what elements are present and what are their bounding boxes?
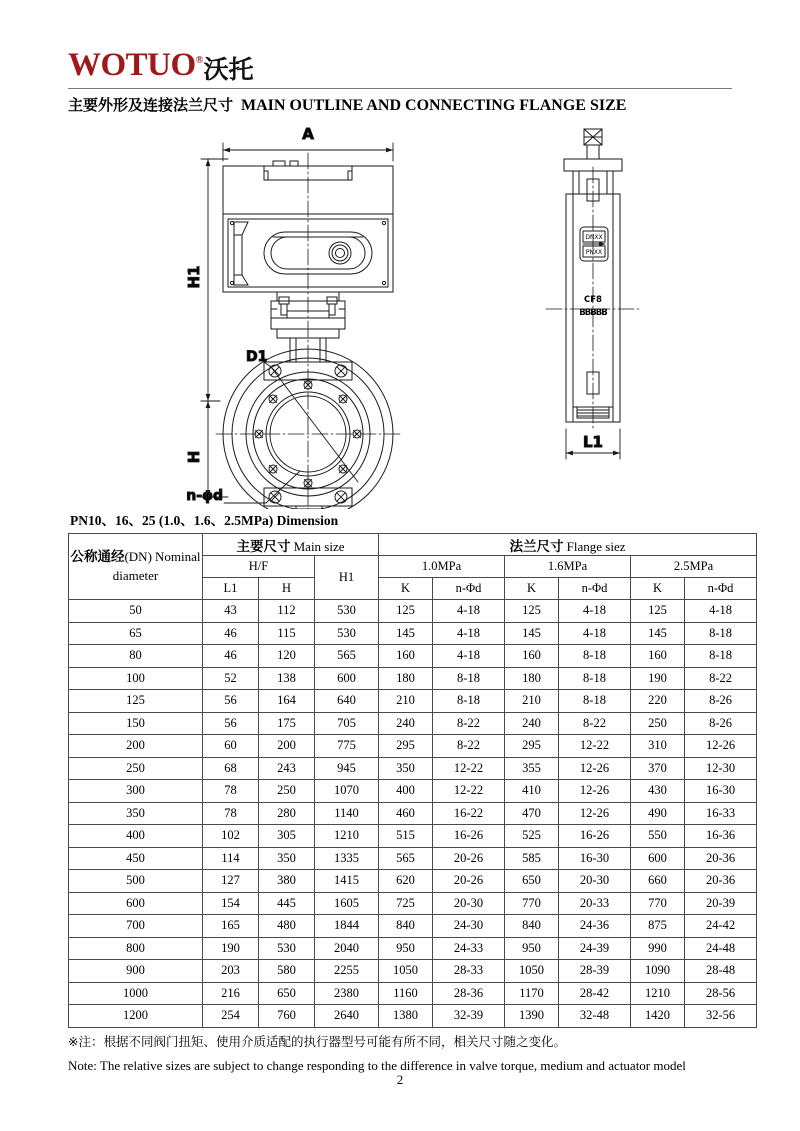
cell-h: 350 bbox=[259, 847, 315, 870]
label-h1: H1 bbox=[185, 265, 203, 289]
table-row bbox=[69, 600, 757, 623]
cell-n-d-1-0: 20-26 bbox=[433, 847, 505, 870]
header-pressure-1-6: 1.6MPa bbox=[505, 556, 631, 578]
cell-h: 120 bbox=[259, 645, 315, 668]
note-english: Note: The relative sizes are subject to change responding to the difference in valve torque, medium and actuator model bbox=[68, 1058, 686, 1074]
cell-n-d-2-5: 16-33 bbox=[685, 802, 757, 825]
cell-k-2-5: 190 bbox=[631, 667, 685, 690]
dn-label-paren: (DN) bbox=[124, 549, 152, 565]
cell-k-1-6: 145 bbox=[505, 622, 559, 645]
cell-h1: 1335 bbox=[315, 847, 379, 870]
cell-n-d-1-6: 20-30 bbox=[559, 870, 631, 893]
cell-k-2-5: 430 bbox=[631, 780, 685, 803]
valve-drawing-svg bbox=[68, 119, 732, 509]
cell-n-d-1-6: 16-30 bbox=[559, 847, 631, 870]
cell-n-d-1-0: 12-22 bbox=[433, 780, 505, 803]
cell-n-d-1-6: 20-33 bbox=[559, 892, 631, 915]
cell-k-2-5: 660 bbox=[631, 870, 685, 893]
cell-h: 760 bbox=[259, 1005, 315, 1028]
cell-k-2-5: 370 bbox=[631, 757, 685, 780]
cell-n-d-1-0: 8-18 bbox=[433, 667, 505, 690]
cell-dn: 300 bbox=[69, 780, 203, 803]
cell-n-d-2-5: 8-26 bbox=[685, 712, 757, 735]
cell-n-d-1-6: 8-18 bbox=[559, 667, 631, 690]
cell-h1: 640 bbox=[315, 690, 379, 713]
cell-n-d-1-6: 12-22 bbox=[559, 735, 631, 758]
cell-l1: 43 bbox=[203, 600, 259, 623]
cell-k-1-6: 950 bbox=[505, 937, 559, 960]
cell-n-d-1-6: 4-18 bbox=[559, 622, 631, 645]
cell-dn: 100 bbox=[69, 667, 203, 690]
cell-k-1-0: 1050 bbox=[379, 960, 433, 983]
cell-dn: 800 bbox=[69, 937, 203, 960]
label-d1: D1 bbox=[246, 349, 268, 365]
cell-n-d-2-5: 24-48 bbox=[685, 937, 757, 960]
cell-n-d-1-0: 20-30 bbox=[433, 892, 505, 915]
cell-dn: 65 bbox=[69, 622, 203, 645]
cell-k-1-0: 460 bbox=[379, 802, 433, 825]
cell-k-1-6: 770 bbox=[505, 892, 559, 915]
cell-dn: 450 bbox=[69, 847, 203, 870]
table-row bbox=[69, 915, 757, 938]
cell-h1: 1210 bbox=[315, 825, 379, 848]
header-main-size: 主要尺寸 Main size bbox=[203, 534, 379, 556]
table-row bbox=[69, 780, 757, 803]
cell-n-d-1-6: 12-26 bbox=[559, 802, 631, 825]
cell-h: 175 bbox=[259, 712, 315, 735]
cell-dn: 150 bbox=[69, 712, 203, 735]
cell-h1: 1140 bbox=[315, 802, 379, 825]
header-l1: L1 bbox=[203, 578, 259, 600]
cell-k-1-0: 565 bbox=[379, 847, 433, 870]
cell-n-d-2-5: 28-56 bbox=[685, 982, 757, 1005]
serial-mark-text: BBBBB bbox=[579, 308, 607, 318]
table-row bbox=[69, 1005, 757, 1028]
table-row bbox=[69, 847, 757, 870]
cell-n-d-2-5: 12-30 bbox=[685, 757, 757, 780]
dimension-table bbox=[68, 533, 757, 1028]
header-hf: H/F bbox=[203, 556, 315, 578]
cell-n-d-1-0: 32-39 bbox=[433, 1005, 505, 1028]
valve-technical-drawing bbox=[68, 119, 732, 509]
dn-label-en: Nominal diameter bbox=[112, 549, 201, 583]
cell-dn: 400 bbox=[69, 825, 203, 848]
cell-dn: 900 bbox=[69, 960, 203, 983]
cell-dn: 125 bbox=[69, 690, 203, 713]
cell-h1: 2640 bbox=[315, 1005, 379, 1028]
cell-n-d-1-6: 8-18 bbox=[559, 645, 631, 668]
cell-h: 650 bbox=[259, 982, 315, 1005]
cell-k-1-0: 950 bbox=[379, 937, 433, 960]
cell-l1: 203 bbox=[203, 960, 259, 983]
cell-h1: 945 bbox=[315, 757, 379, 780]
header-nominal-diameter bbox=[69, 534, 203, 600]
cell-k-2-5: 310 bbox=[631, 735, 685, 758]
cell-h: 243 bbox=[259, 757, 315, 780]
table-row bbox=[69, 937, 757, 960]
cell-k-2-5: 1210 bbox=[631, 982, 685, 1005]
cell-dn: 250 bbox=[69, 757, 203, 780]
cell-n-d-1-6: 24-39 bbox=[559, 937, 631, 960]
logo-chinese-name: 沃托 bbox=[203, 55, 254, 84]
cell-l1: 127 bbox=[203, 870, 259, 893]
cell-k-2-5: 990 bbox=[631, 937, 685, 960]
cell-k-1-0: 160 bbox=[379, 645, 433, 668]
cell-l1: 60 bbox=[203, 735, 259, 758]
table-row bbox=[69, 622, 757, 645]
cell-h: 305 bbox=[259, 825, 315, 848]
table-title: PN10、16、25 (1.0、1.6、2.5MPa) Dimension bbox=[70, 513, 339, 528]
cell-n-d-1-0: 4-18 bbox=[433, 645, 505, 668]
cell-k-1-6: 125 bbox=[505, 600, 559, 623]
cell-h1: 1415 bbox=[315, 870, 379, 893]
cell-k-1-0: 210 bbox=[379, 690, 433, 713]
cell-k-1-0: 125 bbox=[379, 600, 433, 623]
label-l1: L1 bbox=[583, 433, 603, 451]
cell-k-1-6: 210 bbox=[505, 690, 559, 713]
cell-l1: 78 bbox=[203, 802, 259, 825]
cell-k-1-6: 355 bbox=[505, 757, 559, 780]
page-title-english: MAIN OUTLINE AND CONNECTING FLANGE SIZE bbox=[241, 97, 627, 114]
cell-h1: 600 bbox=[315, 667, 379, 690]
cell-n-d-1-6: 24-36 bbox=[559, 915, 631, 938]
cell-k-1-0: 400 bbox=[379, 780, 433, 803]
cell-n-d-2-5: 8-22 bbox=[685, 667, 757, 690]
cell-k-2-5: 220 bbox=[631, 690, 685, 713]
cell-dn: 1200 bbox=[69, 1005, 203, 1028]
cell-k-1-0: 180 bbox=[379, 667, 433, 690]
cell-n-d-2-5: 8-18 bbox=[685, 645, 757, 668]
cell-h: 138 bbox=[259, 667, 315, 690]
cell-k-1-6: 1390 bbox=[505, 1005, 559, 1028]
cell-l1: 46 bbox=[203, 645, 259, 668]
cell-k-2-5: 125 bbox=[631, 600, 685, 623]
cell-h: 380 bbox=[259, 870, 315, 893]
cell-h1: 1070 bbox=[315, 780, 379, 803]
table-row bbox=[69, 645, 757, 668]
cell-n-d-1-6: 32-48 bbox=[559, 1005, 631, 1028]
cell-dn: 200 bbox=[69, 735, 203, 758]
cell-h: 164 bbox=[259, 690, 315, 713]
cell-k-1-6: 585 bbox=[505, 847, 559, 870]
cell-k-1-6: 1170 bbox=[505, 982, 559, 1005]
cell-l1: 46 bbox=[203, 622, 259, 645]
cell-n-d-1-0: 16-26 bbox=[433, 825, 505, 848]
cell-h: 112 bbox=[259, 600, 315, 623]
cell-k-1-6: 180 bbox=[505, 667, 559, 690]
table-row bbox=[69, 892, 757, 915]
centerline bbox=[216, 153, 403, 509]
cell-k-1-6: 410 bbox=[505, 780, 559, 803]
cell-l1: 114 bbox=[203, 847, 259, 870]
logo-wordmark: WOTUO® bbox=[68, 47, 203, 83]
cell-h: 200 bbox=[259, 735, 315, 758]
cell-n-d-1-0: 8-22 bbox=[433, 735, 505, 758]
cell-h1: 1605 bbox=[315, 892, 379, 915]
brand-header bbox=[68, 0, 732, 82]
registered-trademark-icon: ® bbox=[195, 55, 203, 66]
cell-k-1-6: 240 bbox=[505, 712, 559, 735]
label-a: A bbox=[302, 125, 314, 143]
cell-n-d-1-0: 4-18 bbox=[433, 600, 505, 623]
cell-l1: 52 bbox=[203, 667, 259, 690]
cell-k-2-5: 1420 bbox=[631, 1005, 685, 1028]
cell-l1: 165 bbox=[203, 915, 259, 938]
cell-l1: 216 bbox=[203, 982, 259, 1005]
cell-n-d-1-0: 24-30 bbox=[433, 915, 505, 938]
cell-h: 250 bbox=[259, 780, 315, 803]
page-title bbox=[68, 94, 732, 115]
cell-k-1-6: 470 bbox=[505, 802, 559, 825]
cell-n-d-2-5: 20-36 bbox=[685, 870, 757, 893]
table-row bbox=[69, 982, 757, 1005]
cell-n-d-1-6: 4-18 bbox=[559, 600, 631, 623]
table-row bbox=[69, 802, 757, 825]
cell-dn: 700 bbox=[69, 915, 203, 938]
cell-n-d-1-6: 12-26 bbox=[559, 780, 631, 803]
cell-n-d-1-6: 8-18 bbox=[559, 690, 631, 713]
cell-h1: 2255 bbox=[315, 960, 379, 983]
cell-n-d-1-6: 8-22 bbox=[559, 712, 631, 735]
header-divider bbox=[68, 88, 732, 89]
header-row-1 bbox=[69, 534, 757, 556]
cell-k-2-5: 145 bbox=[631, 622, 685, 645]
cell-n-d-1-0: 8-22 bbox=[433, 712, 505, 735]
cell-l1: 56 bbox=[203, 690, 259, 713]
header-h1: H1 bbox=[315, 556, 379, 600]
page-number: 2 bbox=[396, 1072, 404, 1087]
cell-n-d-2-5: 24-42 bbox=[685, 915, 757, 938]
header-nphid-1-0: n-Φd bbox=[433, 578, 505, 600]
cell-k-2-5: 490 bbox=[631, 802, 685, 825]
cell-k-1-0: 515 bbox=[379, 825, 433, 848]
cell-k-2-5: 875 bbox=[631, 915, 685, 938]
cell-k-1-6: 160 bbox=[505, 645, 559, 668]
cell-n-d-1-0: 12-22 bbox=[433, 757, 505, 780]
cell-n-d-1-6: 28-42 bbox=[559, 982, 631, 1005]
cell-n-d-1-6: 16-26 bbox=[559, 825, 631, 848]
table-row bbox=[69, 690, 757, 713]
cell-n-d-2-5: 8-18 bbox=[685, 622, 757, 645]
cell-h: 115 bbox=[259, 622, 315, 645]
cell-n-d-2-5: 20-36 bbox=[685, 847, 757, 870]
cell-k-2-5: 160 bbox=[631, 645, 685, 668]
cell-l1: 68 bbox=[203, 757, 259, 780]
header-k-1-0: K bbox=[379, 578, 433, 600]
cell-k-1-0: 240 bbox=[379, 712, 433, 735]
header-nphid-1-6: n-Φd bbox=[559, 578, 631, 600]
cell-n-d-2-5: 28-48 bbox=[685, 960, 757, 983]
cell-k-1-0: 725 bbox=[379, 892, 433, 915]
cell-k-1-6: 650 bbox=[505, 870, 559, 893]
cell-k-1-0: 620 bbox=[379, 870, 433, 893]
cell-h1: 775 bbox=[315, 735, 379, 758]
cell-dn: 80 bbox=[69, 645, 203, 668]
header-k-2-5: K bbox=[631, 578, 685, 600]
cell-n-d-1-0: 20-26 bbox=[433, 870, 505, 893]
cell-k-1-0: 350 bbox=[379, 757, 433, 780]
table-body bbox=[69, 600, 757, 1028]
cell-n-d-1-0: 28-33 bbox=[433, 960, 505, 983]
cell-n-d-1-0: 24-33 bbox=[433, 937, 505, 960]
cell-n-d-1-0: 4-18 bbox=[433, 622, 505, 645]
notes-block bbox=[68, 1033, 732, 1078]
table-head bbox=[69, 534, 757, 600]
cell-dn: 500 bbox=[69, 870, 203, 893]
cell-h: 480 bbox=[259, 915, 315, 938]
cell-n-d-1-6: 28-39 bbox=[559, 960, 631, 983]
cell-n-d-2-5: 8-26 bbox=[685, 690, 757, 713]
cell-dn: 1000 bbox=[69, 982, 203, 1005]
cell-h1: 565 bbox=[315, 645, 379, 668]
cell-dn: 50 bbox=[69, 600, 203, 623]
table-row bbox=[69, 825, 757, 848]
cell-k-2-5: 1090 bbox=[631, 960, 685, 983]
cell-k-1-6: 525 bbox=[505, 825, 559, 848]
cell-n-d-2-5: 16-36 bbox=[685, 825, 757, 848]
cell-n-d-2-5: 4-18 bbox=[685, 600, 757, 623]
cell-n-d-1-0: 28-36 bbox=[433, 982, 505, 1005]
cell-h1: 2380 bbox=[315, 982, 379, 1005]
cell-h1: 530 bbox=[315, 600, 379, 623]
cell-k-1-0: 840 bbox=[379, 915, 433, 938]
cell-k-2-5: 600 bbox=[631, 847, 685, 870]
header-flange-size: 法兰尺寸 Flange siez bbox=[379, 534, 757, 556]
cell-h1: 1844 bbox=[315, 915, 379, 938]
cell-n-d-2-5: 20-39 bbox=[685, 892, 757, 915]
table-row bbox=[69, 870, 757, 893]
cell-l1: 78 bbox=[203, 780, 259, 803]
table-row bbox=[69, 667, 757, 690]
table-row bbox=[69, 757, 757, 780]
cell-k-1-6: 1050 bbox=[505, 960, 559, 983]
cell-n-d-1-0: 8-18 bbox=[433, 690, 505, 713]
header-h: H bbox=[259, 578, 315, 600]
cell-k-1-0: 1160 bbox=[379, 982, 433, 1005]
cell-n-d-2-5: 16-30 bbox=[685, 780, 757, 803]
page-title-chinese: 主要外形及连接法兰尺寸 bbox=[68, 96, 234, 114]
dn-label-cn: 公称通经 bbox=[70, 549, 125, 566]
dimension-h1 bbox=[201, 159, 228, 401]
nameplate-pn-text: PNXX bbox=[585, 249, 603, 256]
cell-dn: 350 bbox=[69, 802, 203, 825]
cell-n-d-2-5: 12-26 bbox=[685, 735, 757, 758]
cell-k-1-6: 840 bbox=[505, 915, 559, 938]
cell-k-1-0: 295 bbox=[379, 735, 433, 758]
cell-h: 280 bbox=[259, 802, 315, 825]
cell-k-2-5: 770 bbox=[631, 892, 685, 915]
cell-h: 530 bbox=[259, 937, 315, 960]
material-mark-text: CF8 bbox=[584, 295, 602, 305]
cell-n-d-2-5: 32-56 bbox=[685, 1005, 757, 1028]
label-n-phi-d: n-φd bbox=[186, 488, 223, 504]
cell-k-1-6: 295 bbox=[505, 735, 559, 758]
cell-l1: 56 bbox=[203, 712, 259, 735]
cell-h1: 530 bbox=[315, 622, 379, 645]
table-row bbox=[69, 735, 757, 758]
cell-k-2-5: 250 bbox=[631, 712, 685, 735]
table-row bbox=[69, 960, 757, 983]
cell-h1: 2040 bbox=[315, 937, 379, 960]
cell-k-1-0: 145 bbox=[379, 622, 433, 645]
label-h: H bbox=[185, 450, 203, 464]
cell-h1: 705 bbox=[315, 712, 379, 735]
note-chinese: ※注：根据不同阀门扭矩、使用介质适配的执行器型号可能有所不同，相关尺寸随之变化。 bbox=[68, 1033, 566, 1049]
nameplate-dn-text: DNXX bbox=[585, 234, 603, 241]
header-nphid-2-5: n-Φd bbox=[685, 578, 757, 600]
cell-k-2-5: 550 bbox=[631, 825, 685, 848]
table-row bbox=[69, 712, 757, 735]
cell-l1: 154 bbox=[203, 892, 259, 915]
cell-l1: 102 bbox=[203, 825, 259, 848]
header-k-1-6: K bbox=[505, 578, 559, 600]
cell-l1: 254 bbox=[203, 1005, 259, 1028]
cell-n-d-1-0: 16-22 bbox=[433, 802, 505, 825]
header-pressure-2-5: 2.5MPa bbox=[631, 556, 757, 578]
cell-h: 580 bbox=[259, 960, 315, 983]
cell-k-1-0: 1380 bbox=[379, 1005, 433, 1028]
cell-dn: 600 bbox=[69, 892, 203, 915]
header-pressure-1-0: 1.0MPa bbox=[379, 556, 505, 578]
cell-h: 445 bbox=[259, 892, 315, 915]
cell-l1: 190 bbox=[203, 937, 259, 960]
cell-n-d-1-6: 12-26 bbox=[559, 757, 631, 780]
